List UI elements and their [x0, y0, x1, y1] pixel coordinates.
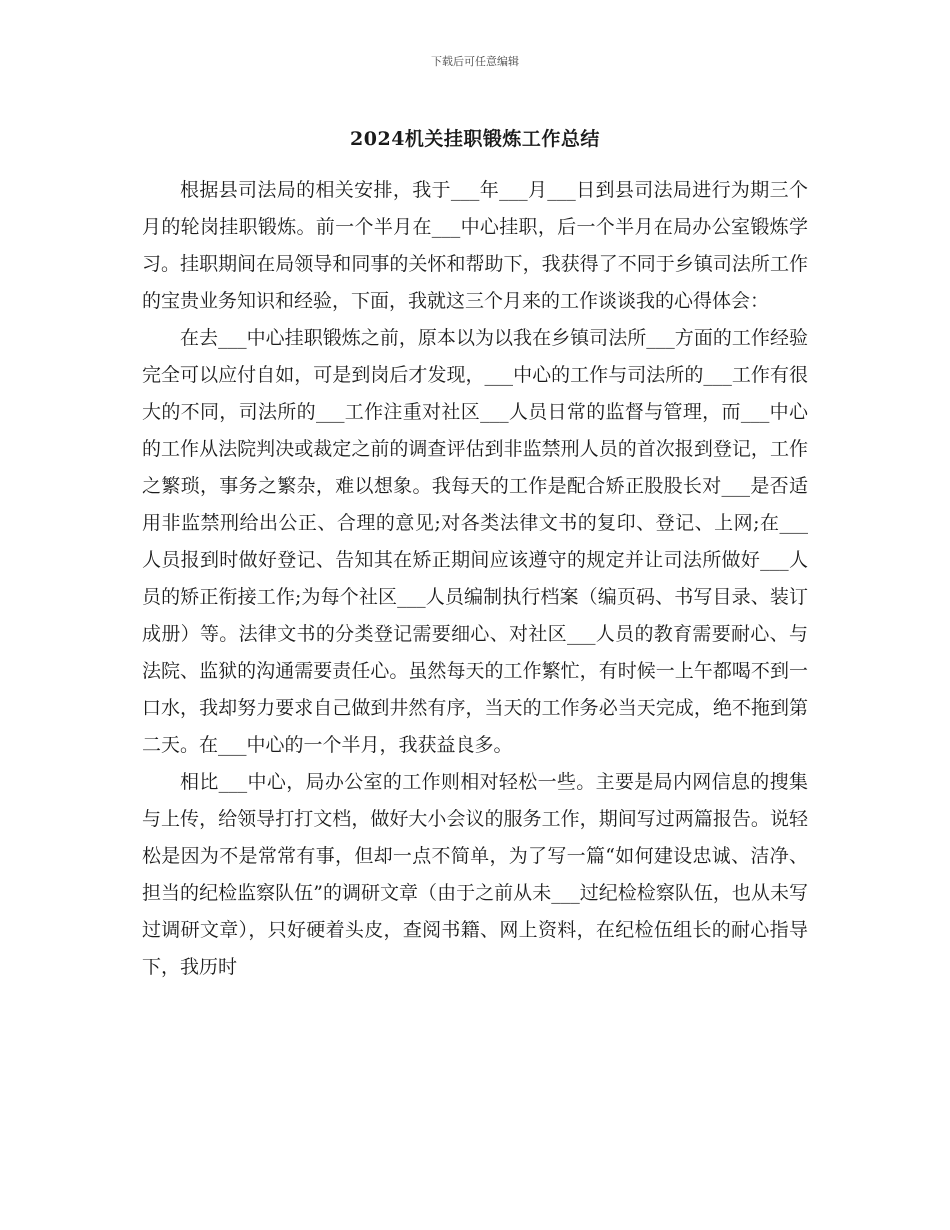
document-body [142, 172, 808, 986]
header-note: 下载后可任意编辑 [431, 55, 519, 68]
paragraph-2: 在去___中心挂职锻炼之前，原本以为以我在乡镇司法所___方面的工作经验完全可以应付自如，可是到岗后才发现，___中心的工作与司法所的___工作有很大的不同，司法所的___工作注重对社区___人员日常的监督与管理，而___中心的工作从法院判决或裁定之前的调查评估到非监禁刑人员的首次报到登记，工作之繁琐，事务之繁杂，难以想象。我每天的工作是配合矫正股股长对___是否适用非监禁刑给出公正、合理的意见;对各类法律文书的复印、登记、上网;在___人员报到时做好登记、告知其在矫正期间应该遵守的规定并让司法所做好___人员的矫正衔接工作;为每个社区___人员编制执行档案（编页码、书写目录、装订成册）等。法律文书的分类登记需要细心、对社区___人员的教育需要耐心、与法院、监狱的沟通需要责任心。虽然每天的工作繁忙，有时候一上午都喝不到一口水，我却努力要求自己做到井然有序，当天的工作务必当天完成，绝不拖到第二天。在___中心的一个半月，我获益良多。 [142, 327, 808, 756]
document-title: 2024机关挂职锻炼工作总结 [350, 128, 600, 150]
paragraph-3: 相比___中心，局办公室的工作则相对轻松一些。主要是局内网信息的搜集与上传，给领导打打文档，做好大小会议的服务工作，期间写过两篇报告。说轻松是因为不是常常有事，但却一点不简单，为了写一篇“如何建设忠诚、洁净、担当的纪检监察队伍”的调研文章（由于之前从未___过纪检检察队伍，也从未写过调研文章），只好硬着头皮，查阅书籍、网上资料，在纪检伍组长的耐心指导下，我历时 [142, 771, 808, 978]
paragraph-1: 根据县司法局的相关安排，我于___年___月___日到县司法局进行为期三个月的轮岗挂职锻炼。前一个半月在___中心挂职，后一个半月在局办公室锻炼学习。挂职期间在局领导和同事的关怀和帮助下，我获得了不同于乡镇司法所工作的宝贵业务知识和经验，下面，我就这三个月来的工作谈谈我的心得体会： [142, 179, 808, 312]
